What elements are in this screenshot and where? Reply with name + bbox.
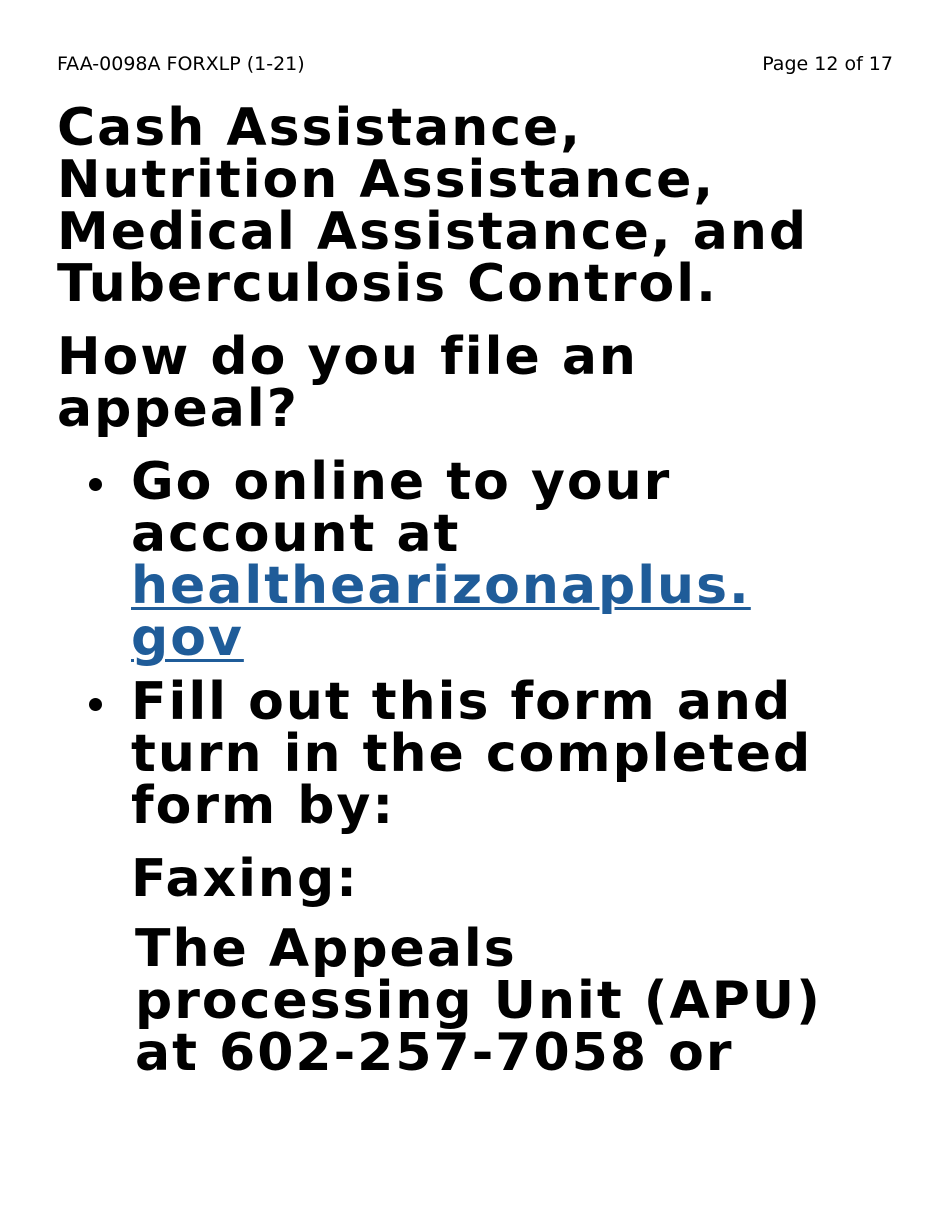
title-line: Cash Assistance, — [57, 98, 583, 158]
bullet-dot-icon — [89, 698, 102, 711]
healthearizonaplus-link-continued[interactable]: gov — [131, 608, 244, 668]
fax-text-line: at 602-257-7058 or — [135, 1023, 734, 1083]
fax-text-line: processing Unit (APU) — [135, 971, 822, 1031]
bullet-dot-icon — [89, 478, 102, 491]
healthearizonaplus-link[interactable]: healthearizonaplus. — [131, 556, 751, 616]
bullet-go-online — [131, 452, 911, 668]
question-line: How do you file an — [57, 327, 638, 387]
title-line: Medical Assistance, and — [57, 202, 809, 262]
form-id: FAA-0098A FORXLP (1-21) — [57, 53, 305, 75]
bullet-text-line: account at — [131, 504, 461, 564]
bullet-fill-form — [131, 672, 911, 836]
appeal-question-heading — [57, 327, 917, 439]
bullet-text-line: Go online to your — [131, 452, 672, 512]
bullet-text-line: form by: — [131, 776, 396, 836]
page-header — [57, 50, 893, 78]
bullet-text-line: turn in the completed — [131, 724, 813, 784]
document-title — [57, 98, 917, 314]
question-line: appeal? — [57, 379, 299, 439]
title-line: Nutrition Assistance, — [57, 150, 716, 210]
title-line: Tuberculosis Control. — [57, 254, 718, 314]
page-number: Page 12 of 17 — [762, 53, 893, 75]
fax-instructions — [135, 919, 935, 1083]
bullet-text-line: Fill out this form and — [131, 672, 793, 732]
fax-text-line: The Appeals — [135, 919, 517, 979]
faxing-label: Faxing: — [131, 849, 359, 909]
